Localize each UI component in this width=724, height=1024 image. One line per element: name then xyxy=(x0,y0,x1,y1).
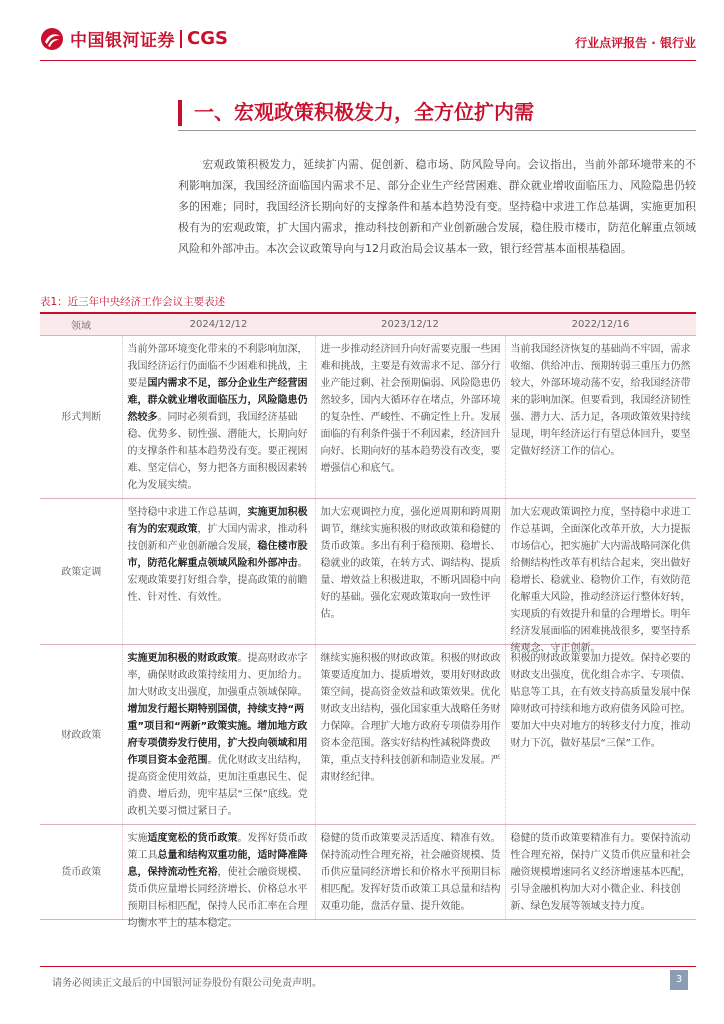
cell-2023 xyxy=(315,825,505,920)
cell-text: 加大宏观政策调控力度，坚持稳中求进工作总基调，全面深化改革开放，大力提振市场信心，把实施扩大内需战略同深化供给侧结构性改革有机结合起来，突出做好稳增长、稳就业、稳物价工作，有效防范化解重大风险，推动经济运行整体好转，实现质的有效提升和量的合理增长。明年经济发展面临的困难挑战很多，要坚持系统观念、守正创新。 xyxy=(510,507,691,654)
cell-2024 xyxy=(122,499,315,645)
column-header-2023: 2023/12/12 xyxy=(315,313,505,336)
cell-text: 。优化财政支出结构，提高资金使用效益，更加注重惠民生、促消费、增后劲，兜牢基层“三保”底线。党政机关要习惯过紧日子。 xyxy=(127,755,308,817)
cell-text: 坚持稳中求进工作总基调， xyxy=(127,507,248,518)
cell-2022 xyxy=(505,499,696,654)
brand-logo xyxy=(40,26,228,51)
cell-text: 积极的财政政策要加力提效。保持必要的财政支出强度，优化组合赤字、专项债、贴息等工具，在有效支持高质量发展中保障财政可持续和地方政府债务风险可控。要加大中央对地方的转移支付力度，推动财力下沉，做好基层“三保”工作。 xyxy=(510,653,691,749)
cell-text: 稳健的货币政策要精准有力。要保持流动性合理充裕，保持广义货币供应量和社会融资规模增速同名义经济增速基本匹配，引导金融机构加大对小微企业、科技创新、绿色发展等领域支持力度。 xyxy=(510,833,691,912)
section-accent-bar xyxy=(178,100,182,126)
table-header-row xyxy=(40,313,696,336)
cell-2022 xyxy=(505,825,696,920)
cell-text: 稳健的货币政策要灵活适度、精准有效。保持流动性合理充裕，社会融资规模、货币供应量同经济增长和价格水平预期目标相匹配。发挥好货币政策工具总量和结构双重功能，盘活存量、提升效能。 xyxy=(320,833,501,912)
row-domain: 政策定调 xyxy=(40,499,122,645)
emphasis-text: 增加发行超长期特别国债，持续支持“两重”项目和“两新”政策实施。增加地方政府专项债券发行使用，扩大投向领域和用作项目资本金范围 xyxy=(127,704,308,766)
intro-paragraph: 宏观政策积极发力，延续扩内需、促创新、稳市场、防风险导向。会议指出，当前外部环境带来的不利影响加深，我国经济面临国内需求不足、部分企业生产经营困难、群众就业增收面临压力、风险隐患仍较多的困难；同时，我国经济长期向好的支撑条件和基本趋势没有变。坚持稳中求进工作总基调，实施更加积极有为的宏观政策，扩大国内需求，推动科技创新和产业创新融合发展，稳住股市楼市，防范化解重点领域风险和外部冲击。本次会议政策导向与12月政治局会议基本一致，银行经营基本面根基稳固。 xyxy=(178,158,696,255)
table-row xyxy=(40,499,696,645)
cell-2024 xyxy=(122,336,315,499)
section-divider xyxy=(178,130,696,131)
cell-2023 xyxy=(315,645,505,825)
page-header xyxy=(0,0,724,80)
row-domain: 形式判断 xyxy=(40,336,122,499)
cell-2022 xyxy=(505,336,696,499)
cell-text: 加大宏观调控力度，强化逆周期和跨周期调节，继续实施积极的财政政策和稳健的货币政策。多出有利于稳预期、稳增长、稳就业的政策，在转方式、调结构、提质量、增效益上积极进取，不断巩固稳中向好的基础。强化宏观政策取向一致性评估。 xyxy=(320,507,501,620)
cell-2024 xyxy=(122,825,315,929)
disclaimer: 请务必阅读正文最后的中国银河证券股份有限公司免责声明。 xyxy=(52,978,322,989)
section-title: 一、宏观政策积极发力，全方位扩内需 xyxy=(194,100,534,124)
column-header-domain: 领域 xyxy=(40,313,122,336)
policy-comparison-table xyxy=(40,312,696,929)
report-type: 行业点评报告 · 银行业 xyxy=(575,36,696,50)
header-divider xyxy=(40,60,696,61)
cell-text: ，扩大国内需求，推动科技创新和产业创新融合发展， xyxy=(127,524,308,552)
cell-text: 进一步推动经济回升向好需要克服一些困难和挑战，主要是有效需求不足、部分行业产能过剩、社会预期偏弱、风险隐患仍然较多，国内大循环存在堵点，外部环境的复杂性、严峻性、不确定性上升。发展面临的有利条件强于不利因素，经济回升向好、长期向好的基本趋势没有改变，要增强信心和底气。 xyxy=(320,344,501,474)
cell-2024 xyxy=(122,645,315,825)
brand-name-cn: 中国银河证券 xyxy=(70,31,175,51)
cell-text: ，使社会融资规模、货币供应量增长同经济增长、价格总水平预期目标相匹配，保持人民币汇率在合理均衡水平上的基本稳定。 xyxy=(127,867,308,929)
brand-name-en: CGS xyxy=(187,28,228,49)
brand-separator xyxy=(180,30,182,48)
table-caption: 表1：近三年中央经济工作会议主要表述 xyxy=(40,296,226,308)
cell-text: 实施 xyxy=(127,833,148,844)
column-header-2022: 2022/12/16 xyxy=(505,313,696,336)
cell-text: 当前我国经济恢复的基础尚不牢固，需求收缩、供给冲击、预期转弱三重压力仍然较大，外部环境动荡不安，给我国经济带来的影响加深。但要看到，我国经济韧性强、潜力大、活力足，各项政策效果持续显现，明年经济运行有望总体回升，要坚定做好经济工作的信心。 xyxy=(510,344,691,457)
cell-text: 。宏观政策要打好组合拳，提高政策的前瞻性、针对性、有效性。 xyxy=(127,558,308,603)
cell-text: 。同时必须看到，我国经济基础稳、优势多、韧性强、潜能大，长期向好的支撑条件和基本趋势没有变。要正视困难、坚定信心，努力把各方面积极因素转化为发展实绩。 xyxy=(127,412,308,491)
cell-text: 。发挥好货币政策工具 xyxy=(127,833,308,861)
cell-2023 xyxy=(315,499,505,645)
cell-2022 xyxy=(505,645,696,825)
cell-text: 继续实施积极的财政政策。积极的财政政策要适度加力、提质增效，要用好财政政策空间，提高资金效益和政策效果。优化财政支出结构，强化国家重大战略任务财力保障。合理扩大地方政府专项债券用作资本金范围。落实好结构性减税降费政策，重点支持科技创新和制造业发展。严肃财经纪律。 xyxy=(320,653,501,783)
emphasis-text: 稳住楼市股市，防范化解重点领域风险和外部冲击 xyxy=(127,541,308,569)
table-row xyxy=(40,825,696,920)
table-row xyxy=(40,336,696,499)
row-domain: 财政政策 xyxy=(40,645,122,825)
row-domain: 货币政策 xyxy=(40,825,122,920)
column-header-2024: 2024/12/12 xyxy=(122,313,315,336)
emphasis-text: 实施更加积极的财政政策 xyxy=(127,653,238,664)
emphasis-text: 适度宽松的货币政策 xyxy=(147,833,238,844)
emphasis-text: 国内需求不足，部分企业生产经营困难，群众就业增收面临压力，风险隐患仍然较多 xyxy=(127,378,308,423)
emphasis-text: 实施更加积极有为的宏观政策 xyxy=(127,507,308,535)
table-row xyxy=(40,645,696,825)
section-heading xyxy=(178,92,696,132)
cell-2023 xyxy=(315,336,505,499)
cell-text: 当前外部环境变化带来的不利影响加深，我国经济运行仍面临不少困难和挑战，主要是 xyxy=(127,344,308,389)
footer-divider xyxy=(40,966,696,967)
page-number: 3 xyxy=(670,970,688,990)
galaxy-logo-icon xyxy=(40,27,64,51)
cell-text: 。提高财政赤字率，确保财政政策持续用力、更加给力。加大财政支出强度，加强重点领域保障。 xyxy=(127,653,308,698)
emphasis-text: 总量和结构双重功能，适时降准降息，保持流动性充裕 xyxy=(127,850,308,878)
